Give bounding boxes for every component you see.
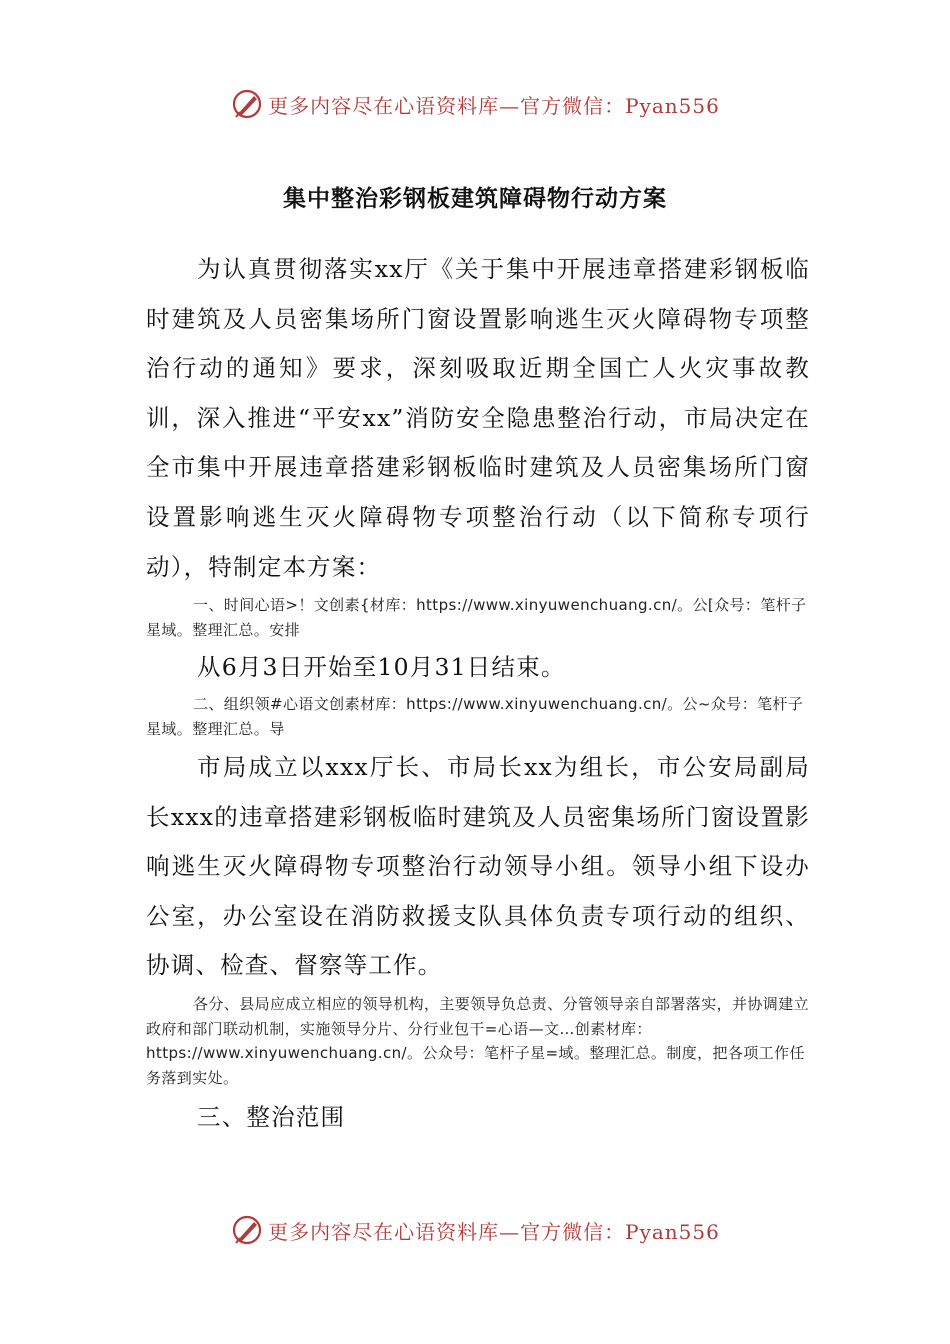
section1-body: 从6月3日开始至10月31日结束。 <box>197 653 566 681</box>
banner-wechat: 官方微信：Pyan556 <box>520 93 720 118</box>
footer-watermark <box>0 1210 950 1250</box>
section2-heading: 二、组织领#心语文创素材库：https://www.xinyuwenchuang.cn/。公~众号：笔杆子星域。整理汇总。导 <box>146 695 804 738</box>
page-title: 集中整治彩钢板建筑障碍物行动方案 <box>283 185 667 212</box>
banner-text: 更多内容尽在心语资料库 <box>268 93 500 118</box>
section2-body: 市局成立以xxx厅长、市局长xx为组长，市公安局副局长xxx的违章搭建彩钢板临时建筑及人员密集场所门窗设置影响逃生灭火障碍物专项整治行动领导小组。领导小组下设办公室，办公室设在消防救援支队具体负责专项行动的组织、协调、检查、督察等工作。 <box>146 753 810 980</box>
section1-body-block <box>146 643 810 693</box>
quill-logo-icon <box>230 87 264 121</box>
section2-heading-block <box>146 692 810 741</box>
intro-block <box>146 245 810 592</box>
header-watermark <box>0 84 950 124</box>
section3-heading: 三、整治范围 <box>197 1103 346 1131</box>
section2-note: 各分、县局应成立相应的领导机构，主要领导负总责、分管领导亲自部署落实，并协调建立政府和部门联动机制，实施领导分片、分行业包干=心语—文…创素材库：https://www.xinyuwenchuang.cn/。公众号：笔杆子星=域。整理汇总。制度，把各项工作任务落到实处。 <box>146 995 810 1087</box>
intro-paragraph: 为认真贯彻落实xx厅《关于集中开展违章搭建彩钢板临时建筑及人员密集场所门窗设置影响逃生灭火障碍物专项整治行动的通知》要求，深刻吸取近期全国亡人火灾事故教训，深入推进“平安xx”消防安全隐患整治行动，市局决定在全市集中开展违章搭建彩钢板临时建筑及人员密集场所门窗设置影响逃生灭火障碍物专项整治行动（以下简称专项行动），特制定本方案： <box>146 255 810 581</box>
banner-dash: — <box>499 1219 521 1244</box>
section1-heading: 一、时间心语>！文创素{材库：https://www.xinyuwenchuang.cn/。公[众号：笔杆子星域。整理汇总。安排 <box>146 596 807 639</box>
quill-logo-icon <box>230 1213 264 1247</box>
banner-dash: — <box>499 93 521 118</box>
section1-heading-block <box>146 593 810 642</box>
section2-body-block <box>146 743 810 991</box>
banner-text: 更多内容尽在心语资料库 <box>268 1219 500 1244</box>
section3-heading-block <box>146 1093 810 1143</box>
banner-wechat: 官方微信：Pyan556 <box>520 1219 720 1244</box>
section2-note-block <box>146 992 810 1090</box>
